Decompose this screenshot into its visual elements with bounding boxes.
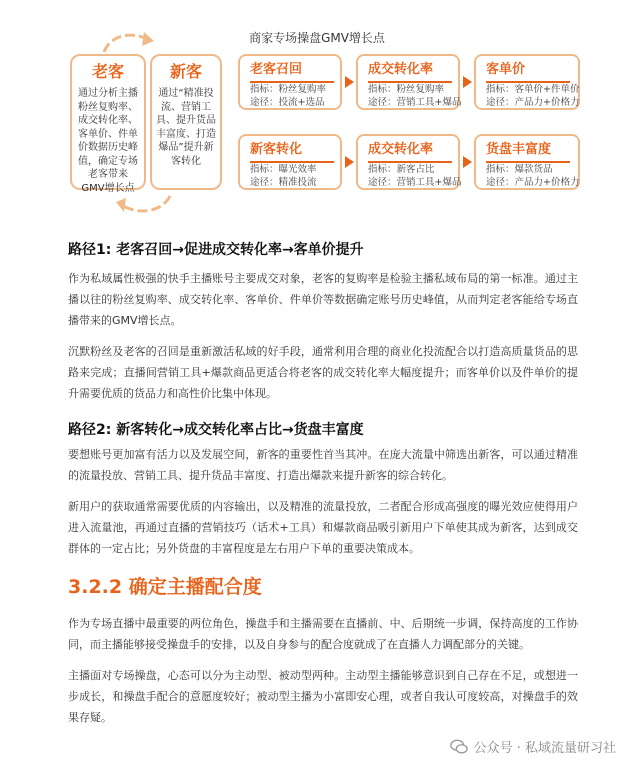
new-customer-title: 新客 [169, 62, 202, 81]
arrow-right-icon [345, 156, 354, 168]
section-para1: 作为专场直播中最重要的两位角色，操盘手和主播需要在直播前、中、后期统一步调，保持高度的工作协同，而主播能够接受操盘手的安排，以及自身参与的配合度就成了在直播人力调配部分的关键。 [68, 617, 578, 651]
unit-price-metric: 指标：客单价+件单价 [486, 84, 580, 95]
conversion-rate-title-2: 成交转化率 [368, 142, 458, 163]
article-body [68, 240, 578, 728]
old-customer-desc: 通过分析主播 粉丝复购率、 成交转化率、 客单价、件单 价数据历史峰 值，确定专场 老客带来 GMV增长点 [78, 88, 138, 194]
diagram-title: 商家专场操盘GMV增长点 [249, 31, 385, 45]
path1-heading: 路径1: 老客召回→促进成交转化率→客单价提升 [68, 242, 364, 258]
old-recall-metric: 指标：粉丝复购率 [250, 84, 327, 95]
assortment-path: 途径：产品力+价格力 [486, 177, 580, 188]
old-recall-path: 途径：投流+选品 [250, 97, 325, 108]
old-recall-title: 老客召回 [250, 62, 340, 83]
old-recall-box [238, 54, 342, 110]
conversion-rate-metric-2: 指标：新客占比 [368, 164, 435, 175]
wechat-icon [450, 738, 468, 756]
new-conversion-box [238, 134, 342, 190]
conversion-rate-path-2: 途径：营销工具+爆品 [368, 177, 462, 188]
conversion-rate-box-2 [356, 134, 460, 190]
arrow-right-icon [463, 156, 472, 168]
watermark-text: 公众号 · 私域流量研习社 [473, 741, 616, 756]
unit-price-box [474, 54, 580, 110]
old-customer-title: 老客 [91, 62, 124, 81]
old-customer-box [70, 54, 146, 194]
conversion-rate-title-1: 成交转化率 [368, 62, 458, 83]
new-customer-desc: 通过“精准投 流、营销工 具、提升货品 丰富度、打造 爆品”提升新 客转化 [156, 88, 216, 167]
path1-para1: 作为私域属性极强的快手主播账号主要成交对象，老客的复购率是检验主播私域布局的第一标准。通过主播以往的粉丝复购率、成交转化率、客单价、件单价等数据确定账号历史峰值，从而判定老客能给专场直播带来的GMV增长点。 [68, 272, 578, 327]
unit-price-path: 途径：产品力+价格力 [486, 97, 580, 108]
new-conversion-title: 新客转化 [250, 142, 340, 163]
conversion-rate-path-1: 途径：营销工具+爆品 [368, 97, 462, 108]
path2-heading: 路径2: 新客转化→成交转化率占比→货盘丰富度 [68, 422, 364, 438]
assortment-metric: 指标：爆款货品 [486, 164, 553, 175]
section-para2: 主播面对专场操盘，心态可以分为主动型、被动型两种。主动型主播能够意识到自己存在不足，或想进一步成长，和操盘手配合的意愿度较好；被动型主播为小富即安心理，或者自我认可度较高，对操盘手的效果存疑。 [68, 669, 578, 724]
path2-para2: 新用户的获取通常需要优质的内容输出，以及精准的流量投放，二者配合形成高强度的曝光效应使得用户进入流量池，再通过直播的营销技巧（话术+工具）和爆款商品吸引新用户下单使其成为新客，达到成交群体的一定占比；另外货盘的丰富程度是左右用户下单的重要决策成本。 [68, 500, 578, 555]
conversion-rate-metric-1: 指标：粉丝复购率 [368, 84, 445, 95]
gmv-growth-diagram [0, 0, 634, 222]
path2-para1: 要想账号更加富有活力以及发展空间，新客的重要性首当其冲。在庞大流量中筛选出新客，可以通过精准的流量投放、营销工具、提升货品丰富度、打造出爆款来提升新客的综合转化。 [68, 448, 578, 482]
assortment-title: 货盘丰富度 [486, 142, 578, 163]
new-conversion-metric: 指标：曝光效率 [250, 164, 317, 175]
path1-para2: 沉默粉丝及老客的召回是重新激活私域的好手段，通常利用合理的商业化投流配合以打造高质量货品的思路来完成；直播间营销工具+爆款商品更适合将老客的成交转化率大幅度提升；而客单价以及件单价的提升需要优质的货品力和高性价比集中体现。 [68, 345, 578, 400]
section-heading: 3.2.2 确定主播配合度 [68, 576, 262, 598]
watermark [450, 737, 616, 756]
new-customer-box [150, 54, 222, 190]
new-conversion-path: 途径：精准投流 [250, 177, 317, 188]
arrow-right-icon [345, 76, 354, 88]
conversion-rate-box-1 [356, 54, 460, 110]
assortment-box [474, 134, 580, 190]
unit-price-title: 客单价 [486, 62, 578, 83]
arrow-right-icon [463, 76, 472, 88]
